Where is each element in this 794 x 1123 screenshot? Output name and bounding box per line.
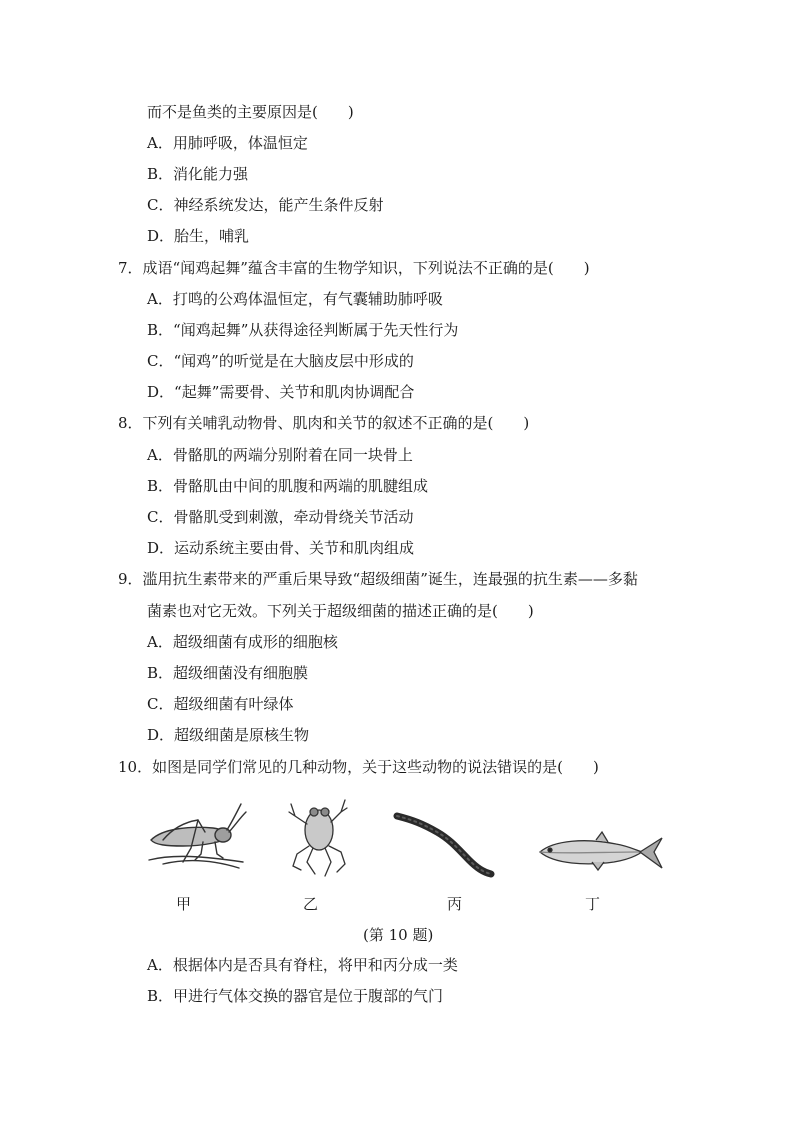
q9-option-c: C．超级细菌有叶绿体 bbox=[147, 695, 294, 713]
q8-option-b: B．骨骼肌由中间的肌腹和两端的肌腱组成 bbox=[147, 477, 429, 495]
figure-caption: (第 10 题) bbox=[363, 926, 434, 944]
q9-option-d: D．超级细菌是原核生物 bbox=[147, 726, 310, 744]
figure-label-jia: 甲 bbox=[176, 895, 192, 913]
q6-option-d: D．胎生，哺乳 bbox=[147, 227, 250, 245]
q10-option-a: A．根据体内是否具有脊柱，将甲和丙分成一类 bbox=[147, 956, 458, 974]
q9-stem-continuation: 菌素也对它无效。下列关于超级细菌的描述正确的是( ) bbox=[147, 602, 534, 620]
q10-option-b: B．甲进行气体交换的器官是位于腹部的气门 bbox=[147, 987, 444, 1005]
q6-option-c: C．神经系统发达，能产生条件反射 bbox=[147, 196, 384, 214]
grasshopper-image bbox=[143, 802, 248, 870]
q6-stem-continuation: 而不是鱼类的主要原因是( ) bbox=[147, 103, 354, 121]
fish-image bbox=[536, 830, 666, 872]
q6-option-a: A．用肺呼吸，体温恒定 bbox=[147, 134, 308, 152]
q8-option-d: D．运动系统主要由骨、关节和肌肉组成 bbox=[147, 539, 415, 557]
q7-option-c: C．“闻鸡”的听觉是在大脑皮层中形成的 bbox=[147, 352, 414, 370]
q8-stem: 8．下列有关哺乳动物骨、肌肉和关节的叙述不正确的是( ) bbox=[118, 414, 530, 432]
q7-stem: 7．成语“闻鸡起舞”蕴含丰富的生物学知识，下列说法不正确的是( ) bbox=[118, 259, 590, 277]
q8-option-c: C．骨骼肌受到刺激，牵动骨绕关节活动 bbox=[147, 508, 414, 526]
q9-option-a: A．超级细菌有成形的细胞核 bbox=[147, 633, 338, 651]
earthworm-image bbox=[393, 808, 495, 878]
figure-label-ding: 丁 bbox=[585, 895, 601, 913]
q7-option-d: D．“起舞”需要骨、关节和肌肉协调配合 bbox=[147, 383, 415, 401]
q7-option-b: B．“闻鸡起舞”从获得途径判断属于先天性行为 bbox=[147, 321, 459, 339]
figure-label-yi: 乙 bbox=[303, 895, 319, 913]
q8-option-a: A．骨骼肌的两端分别附着在同一块骨上 bbox=[147, 446, 413, 464]
figure-label-bing: 丙 bbox=[447, 895, 463, 913]
q6-option-b: B．消化能力强 bbox=[147, 165, 249, 183]
q9-stem: 9．滥用抗生素带来的严重后果导致“超级细菌”诞生，连最强的抗生素——多黏 bbox=[118, 570, 638, 588]
q10-stem: 10．如图是同学们常见的几种动物，关于这些动物的说法错误的是( ) bbox=[118, 758, 599, 776]
q9-option-b: B．超级细菌没有细胞膜 bbox=[147, 664, 309, 682]
q7-option-a: A．打鸣的公鸡体温恒定，有气囊辅助肺呼吸 bbox=[147, 290, 443, 308]
frog-image bbox=[287, 790, 349, 878]
